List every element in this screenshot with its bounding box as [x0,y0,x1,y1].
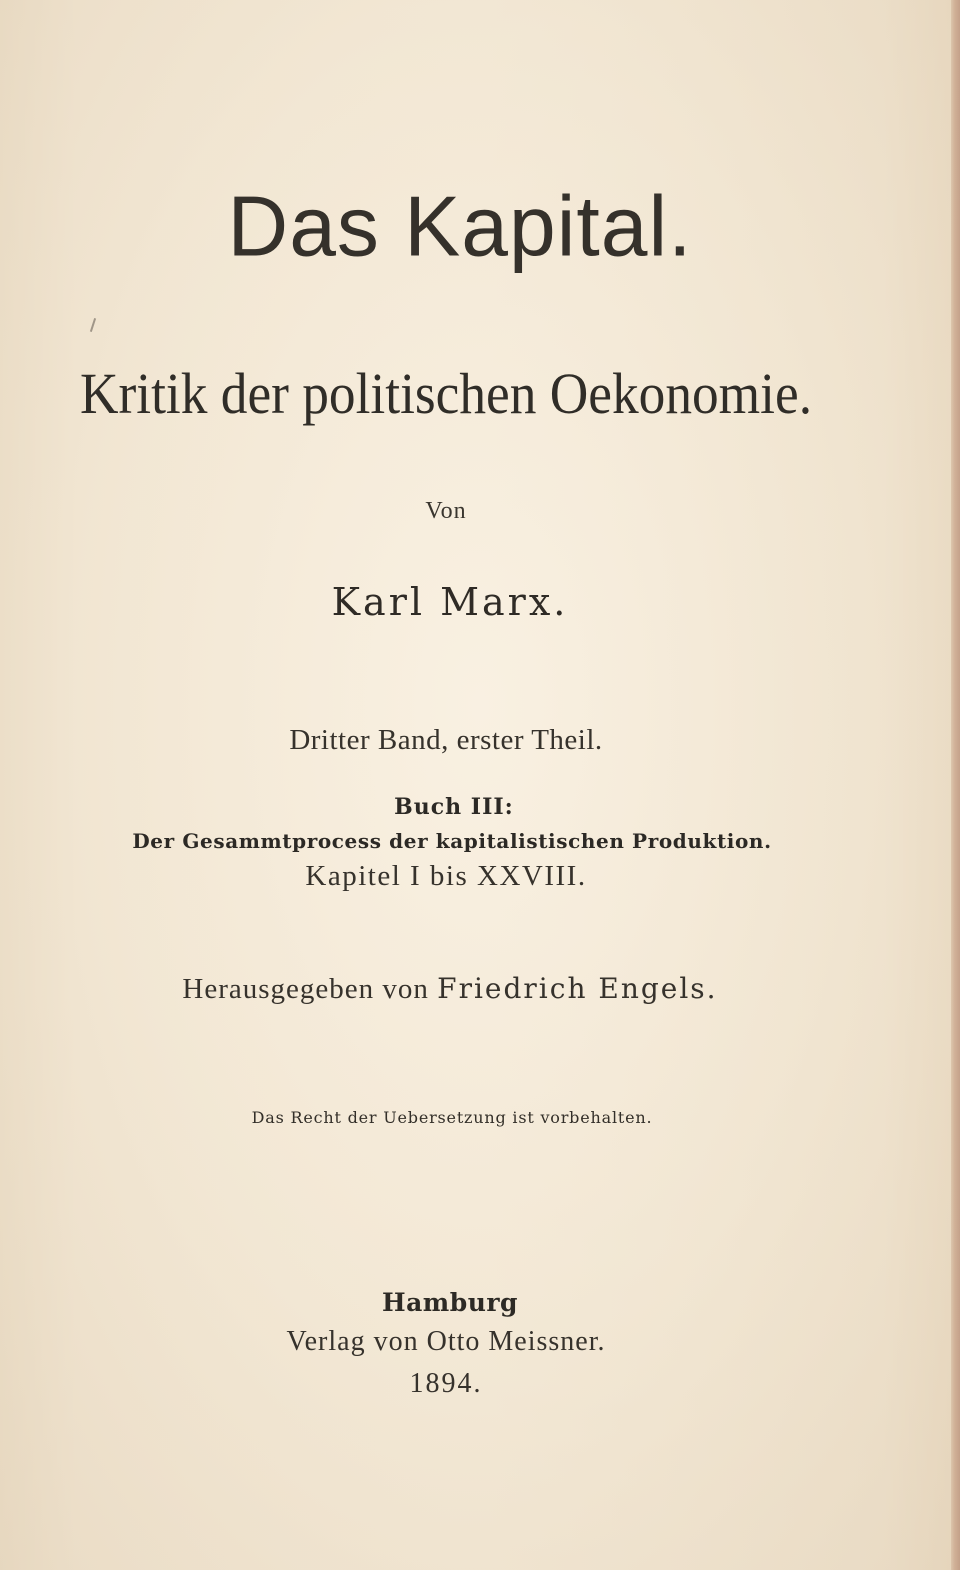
publication-city: Hamburg [381,1288,519,1317]
book-number: Buch III: [394,794,514,820]
editor-prefix: Herausgegeben von [182,973,429,1005]
book-subtitle: Kritik der politischen Oekonomie. [79,361,813,426]
author-name: Karl Marx. [331,580,569,624]
chapter-range: Kapitel I bis XXVIII. [305,860,587,892]
editor-name: Friedrich Engels. [437,972,718,1005]
rights-notice: Das Recht der Uebersetzung ist vorbehalten. [251,1108,653,1127]
book-part-title: Der Gesammtprocess der kapitalistischen Produktion. [132,829,772,853]
ink-mark [90,318,96,332]
book-title: Das Kapital. [227,178,693,274]
publication-year: 1894. [409,1368,483,1399]
editor-line [0,972,930,1006]
by-line: Von [425,498,467,524]
volume-line: Dritter Band, erster Theil. [289,724,603,756]
page-edge [951,0,960,1570]
publisher-line: Verlag von Otto Meissner. [286,1326,606,1357]
